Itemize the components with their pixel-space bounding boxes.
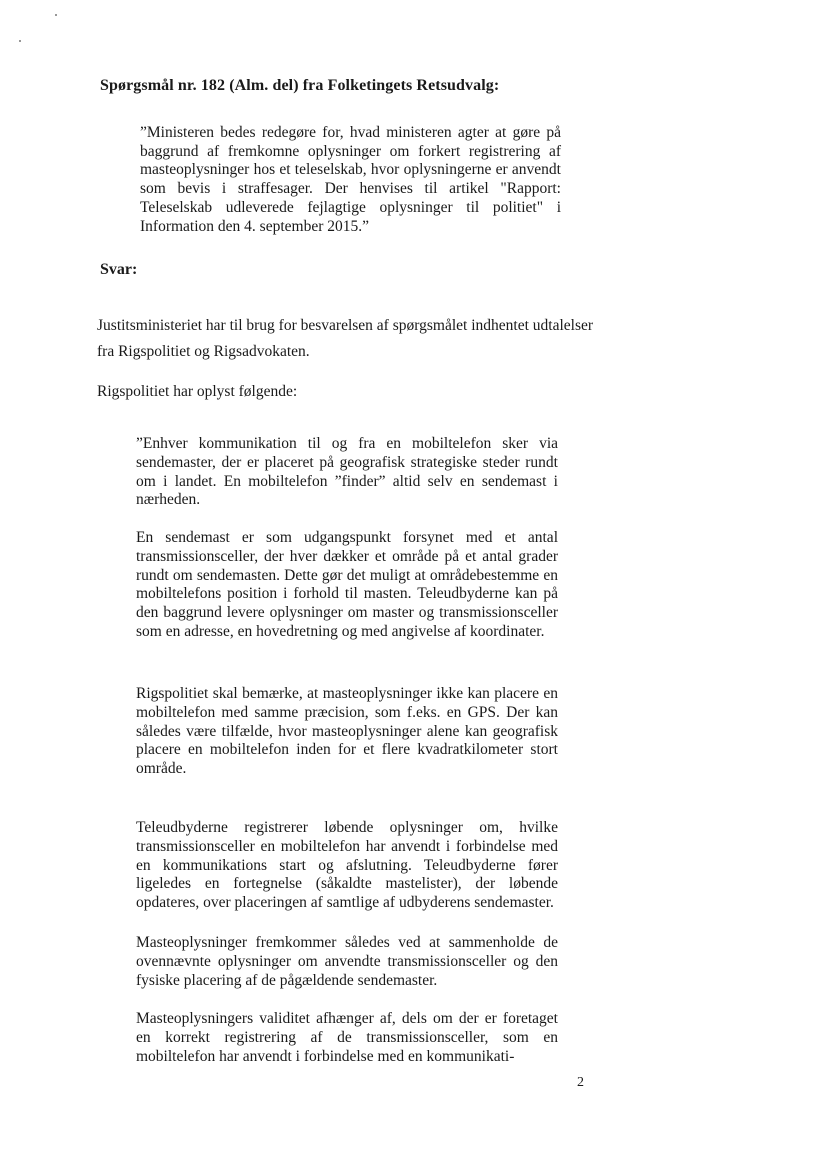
quote-paragraph (136, 435, 558, 510)
quote-paragraph (136, 529, 558, 642)
quote-paragraph (136, 685, 558, 779)
paragraph-text: Rigspolitiet skal bemærke, at masteoplysninger ikke kan placere en mobiltelefon med samme præcision, som f.eks. en GPS. Der kan således være tilfælde, hvor masteoplysninger alene kan geografisk placere en mobiltelefon inden for et flere kvadratkilometer stort område. (136, 685, 558, 778)
paragraph-text: En sendemast er som udgangspunkt forsynet med et antal transmissionsceller, der hver dækker et område på et antal grader rundt om sendemasten. Dette gør det muligt at områdebestemme en mobiltelefons position i forhold til masten. Teleudbyderne kan på den baggrund levere oplysninger om master og transmissionsceller som en adresse, en hovedretning og med angivelse af koordinater. (136, 529, 558, 640)
quote-paragraph (136, 1010, 558, 1066)
paragraph-text: Teleudbyderne registrerer løbende oplysninger om, hvilke transmissionsceller en mobiltelefon har anvendt i forbindelse med en kommunikations start og afslutning. Teleudbyderne fører ligeledes en fortegnelse (såkaldte mastelister), der løbende opdateres, over placeringen af samtlige af udbyderens sendemaster. (136, 819, 558, 912)
scan-speck (19, 40, 21, 42)
answer-intro-2: Rigspolitiet har oplyst følgende: (97, 383, 298, 400)
question-heading: Spørgsmål nr. 182 (Alm. del) fra Folketingets Retsudvalg: (100, 77, 500, 94)
paragraph-text: Masteoplysninger fremkommer således ved at sammenholde de ovennævnte oplysninger om anvendte transmissionsceller og den fysiske placering af de pågældende sendemaster. (136, 934, 558, 989)
paragraph-text: ”Enhver kommunikation til og fra en mobiltelefon sker via sendemaster, der er placeret på geografisk strategiske steder rundt om i landet. En mobiltelefon ”finder” altid selv en sendemast i nærheden. (136, 435, 558, 509)
page-number: 2 (577, 1075, 584, 1090)
question-text: ”Ministeren bedes redegøre for, hvad ministeren agter at gøre på baggrund af fremkomne oplysninger om forkert registrering af masteoplysninger hos et teleselskab, hvor oplysningerne er anvendt som bevis i straffesager. Der henvises til artikel "Rapport: Teleselskab udleverede fejlagtige oplysninger til politiet" i Information den 4. september 2015.” (140, 124, 561, 235)
quote-paragraph (136, 819, 558, 913)
answer-heading: Svar: (100, 261, 138, 278)
answer-intro: Justitsministeriet har til brug for besvarelsen af spørgsmålet indhentet udtalelser fra Rigspolitiet og Rigsadvokaten. (97, 317, 594, 360)
question-quote (140, 124, 561, 236)
scan-speck (55, 14, 57, 16)
quote-paragraph (136, 934, 558, 990)
paragraph-text: Masteoplysningers validitet afhænger af, dels om der er foretaget en korrekt registrering af de transmissionsceller, som en mobiltelefon har anvendt i forbindelse med en kommunikati- (136, 1010, 558, 1065)
